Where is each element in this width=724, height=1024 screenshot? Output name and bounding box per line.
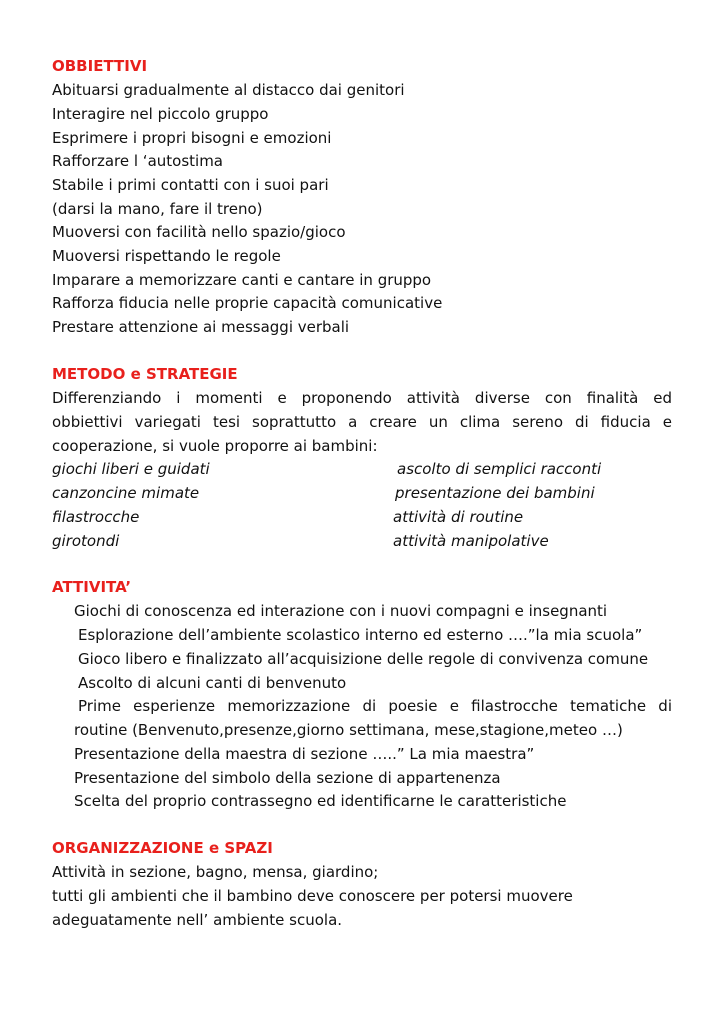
section-heading-attivita: ATTIVITA’ bbox=[52, 578, 132, 596]
obiettivo-item: Rafforzare l ‘autostima bbox=[52, 152, 223, 170]
organizzazione-line: Attività in sezione, bagno, mensa, giardino; bbox=[52, 863, 379, 881]
metodo-left-item: girotondi bbox=[52, 532, 120, 550]
obiettivo-item: Stabile i primi contatti con i suoi pari bbox=[52, 176, 329, 194]
attivita-item: Ascolto di alcuni canti di benvenuto bbox=[78, 674, 347, 692]
attivita-item: routine (Benvenuto,presenze,giorno settimana, mese,stagione,meteo …) bbox=[74, 721, 623, 739]
metodo-left-item: filastrocche bbox=[52, 508, 140, 526]
obiettivo-item: Abituarsi gradualmente al distacco dai genitori bbox=[52, 81, 405, 99]
metodo-left-item: giochi liberi e guidati bbox=[52, 460, 210, 478]
metodo-right-item: attività manipolative bbox=[393, 532, 549, 550]
section-heading-metodo: METODO e STRATEGIE bbox=[52, 365, 238, 383]
obiettivo-item: Muoversi rispettando le regole bbox=[52, 247, 281, 265]
attivita-item: Prime esperienze memorizzazione di poesie e filastrocche tematiche di bbox=[78, 697, 672, 715]
metodo-intro-line: obbiettivi variegati tesi soprattutto a creare un clima sereno di fiducia e bbox=[52, 413, 672, 431]
obiettivo-item: Esprimere i propri bisogni e emozioni bbox=[52, 129, 332, 147]
obiettivo-item: Imparare a memorizzare canti e cantare in gruppo bbox=[52, 271, 432, 289]
attivita-item: Presentazione del simbolo della sezione di appartenenza bbox=[74, 769, 501, 787]
obiettivo-item: Rafforza fiducia nelle proprie capacità comunicative bbox=[52, 294, 443, 312]
attivita-item: Scelta del proprio contrassegno ed identificarne le caratteristiche bbox=[74, 792, 567, 810]
attivita-item: Esplorazione dell’ambiente scolastico interno ed esterno ….”la mia scuola” bbox=[78, 626, 643, 644]
metodo-right-item: ascolto di semplici racconti bbox=[397, 460, 602, 478]
obiettivo-item: Muoversi con facilità nello spazio/gioco bbox=[52, 223, 346, 241]
obiettivo-item: Interagire nel piccolo gruppo bbox=[52, 105, 269, 123]
metodo-intro-line: cooperazione, si vuole proporre ai bambini: bbox=[52, 437, 378, 455]
section-heading-obiettivi: OBBIETTIVI bbox=[52, 57, 148, 75]
organizzazione-line: tutti gli ambienti che il bambino deve conoscere per potersi muovere bbox=[52, 887, 573, 905]
attivita-item: Presentazione della maestra di sezione …..” La mia maestra” bbox=[74, 745, 535, 763]
attivita-item: Giochi di conoscenza ed interazione con i nuovi compagni e insegnanti bbox=[74, 602, 608, 620]
metodo-left-item: canzoncine mimate bbox=[52, 484, 200, 502]
metodo-intro-line: Differenziando i momenti e proponendo attività diverse con finalità ed bbox=[52, 389, 672, 407]
section-heading-organizzazione: ORGANIZZAZIONE e SPAZI bbox=[52, 839, 273, 857]
metodo-right-item: presentazione dei bambini bbox=[395, 484, 595, 502]
attivita-item: Gioco libero e finalizzato all’acquisizione delle regole di convivenza comune bbox=[78, 650, 649, 668]
obiettivo-item: Prestare attenzione ai messaggi verbali bbox=[52, 318, 350, 336]
organizzazione-line: adeguatamente nell’ ambiente scuola. bbox=[52, 911, 343, 929]
metodo-right-item: attività di routine bbox=[393, 508, 524, 526]
obiettivo-item: (darsi la mano, fare il treno) bbox=[52, 200, 263, 218]
